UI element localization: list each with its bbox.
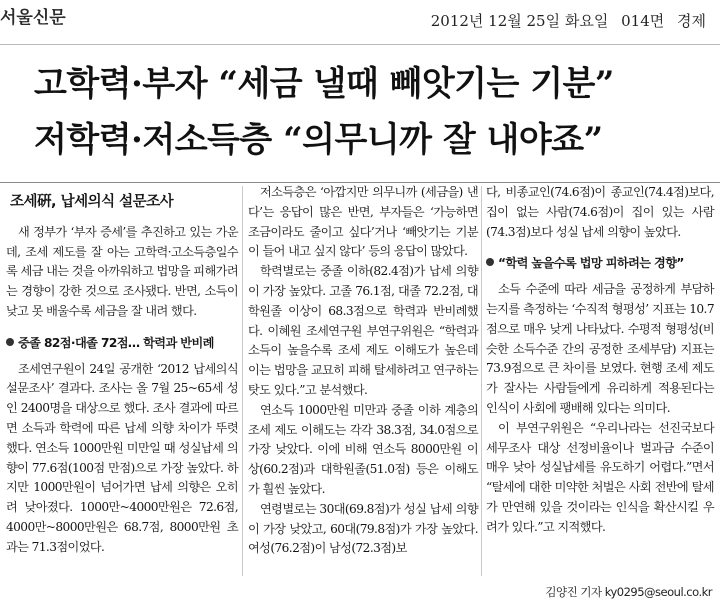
paragraph: 연소득 1000만원 미만과 중졸 이하 계층의 조세 제도 이해도는 각각 38.3점, 34.0점으로 가장 낮았다. 이에 비해 연소득 8000만원 이상(60.2점)과 대학원졸(51.0점) 등은 이해도가 훨씬 높았다. [248,402,478,496]
subheading-text: “학력 높을수록 법망 피하려는 경향” [498,256,684,271]
column-divider [242,186,243,576]
paragraph: 이 부연구위원은 “우리나라는 선진국보다 세무조사 대상 선정비율이나 벌과금 수준이 매우 낮아 성실납세를 유도하기 어렵다.”면서 “탈세에 대한 미약한 처벌은 사회 전반에 탈세가 만연해 있을 것이라는 인식을 확산시킬 우려가 있다.”고 지적했다. [486,420,714,534]
issue-date: 2012년 12월 25일 화요일 [430,12,609,30]
section-name: 경제 [677,12,706,30]
column-divider [481,186,482,576]
masthead [0,0,720,45]
subheading [6,334,238,354]
bullet-icon [6,338,14,346]
paragraph: 새 정부가 ‘부자 증세’를 추진하고 있는 가운데, 조세 제도를 잘 아는 고학력·고소득층일수록 세금 내는 것을 아까워하고 법망을 피해가려는 경향이 강한 것으로 조사됐다. 반면, 소득이 낮고 못 배울수록 세금을 잘 내려 했다. [6,224,238,318]
article-column-2 [248,183,478,559]
byline: 김양진 기자 ky0295@seoul.co.kr [545,585,712,599]
article-column-1 [6,183,238,558]
newspaper-logo: 서울신문 [0,8,66,28]
bullet-icon [486,258,494,266]
subheading-text: 중졸 82점·대졸 72점… 학력과 반비례 [18,335,214,350]
article-kicker: 조세硏, 납세의식 설문조사 [10,194,174,210]
subheading [486,254,714,274]
page-number: 014면 [621,12,665,30]
headline-line-1: 고학력·부자 “세금 낼때 빼앗기는 기분” [34,64,614,104]
article-column-3 [486,183,714,538]
paragraph: 조세연구원이 24일 공개한 ‘2012 납세의식 설문조사’ 결과다. 조사는 올 7월 25~65세 성인 2400명을 대상으로 했다. 조사 결과에 따르면 소득과 학력에 따른 납세 의향 차이가 뚜렷했다. 연소득 1000만원 미만일 때 성실납세 의향이 77.6점(100점 만점)으로 가장 높았다. 하지만 1000만원이 넘어가면 납세 의향은 오히려 낮아졌다. 1000만~4000만원은 72.6점, 4000만~8000만원은 68.7점, 8000만원 초과는 71.3점이었다. [6,361,238,554]
paragraph: 저소득층은 ‘아깝지만 의무니까 (세금을) 낸다’는 응답이 많은 반면, 부자들은 ‘가능하면 조금이라도 줄이고 싶다’거나 ‘빼앗기는 기분이 들어 내고 싶지 않다’ 등의 응답이 많았다. [248,185,478,259]
headline-line-2: 저학력·저소득층 “의무니까 잘 내야죠” [34,120,603,160]
paragraph: 다, 비종교인(74.6점)이 종교인(74.4점)보다, 집이 없는 사람(74.6점)이 집이 있는 사람(74.3점)보다 성실 납세 의향이 높았다. [486,185,714,239]
paragraph: 학력별로는 중졸 이하(82.4점)가 납세 의향이 가장 높았다. 고졸 76.1점, 대졸 72.2점, 대학원졸 이상이 68.3점으로 학력과 반비례했다. 이혜원 조세연구원 부연구위원은 “학력과 소득이 높을수록 조세 제도 이해도가 높은데 이는 법망을 교묘히 피해 탈세하려고 연구하는 탓도 있다.”고 분석했다. [248,264,478,397]
paragraph: 소득 수준에 따라 세금을 공정하게 부담하는지를 측정하는 ‘수직적 형평성’ 지표는 10.7점으로 매우 낮게 나타났다. 수평적 형평성(비슷한 소득수준 간의 공정한 조세부담) 지표는 73.9점으로 큰 차이를 보였다. 현행 조세 제도가 잘사는 사람들에게 유리하게 적용된다는 인식이 사회에 팽배해 있다는 의미다. [486,282,714,415]
paragraph: 연령별로는 30대(69.8점)가 성실 납세 의향이 가장 낮았고, 60대(79.8점)가 가장 높았다. 여성(76.2점)이 남성(72.3점)보 [248,501,478,556]
dateline [423,10,706,31]
